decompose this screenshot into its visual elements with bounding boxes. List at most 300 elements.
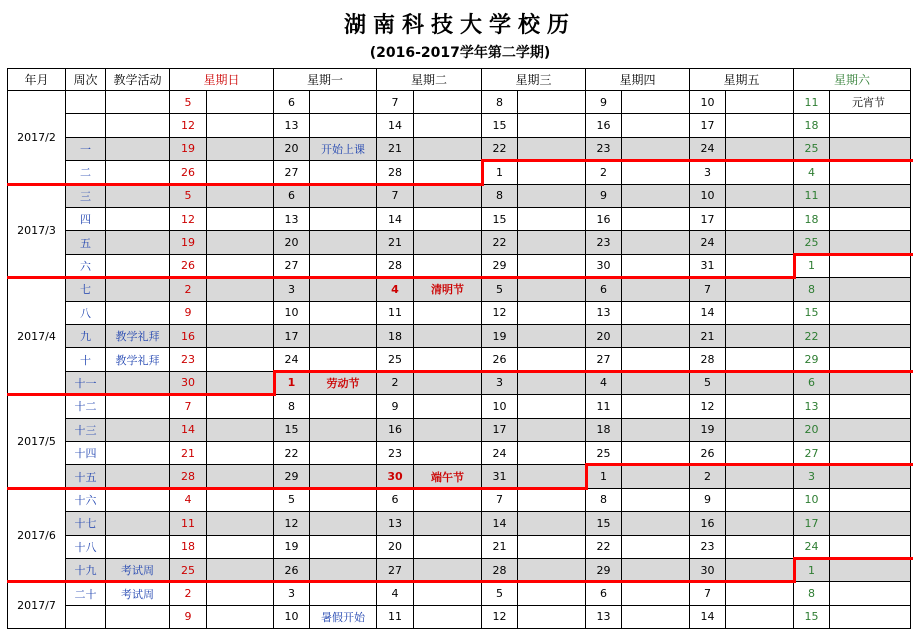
day-note: [830, 325, 911, 348]
week-number: 四: [66, 208, 106, 231]
month-label: 2017/4: [7, 278, 66, 395]
month-divider-line: [585, 463, 913, 466]
week-number: 二十: [66, 582, 106, 605]
activity-cell: [106, 255, 170, 278]
day-note: [310, 419, 377, 442]
day-note: [414, 231, 482, 254]
day-number: 23: [690, 536, 726, 559]
activity-cell: [106, 606, 170, 629]
day-number: 20: [794, 419, 830, 442]
day-note: [207, 606, 274, 629]
activity-cell: [106, 138, 170, 161]
day-note: [414, 559, 482, 582]
month-divider-line: [7, 393, 275, 396]
day-number: 1: [274, 372, 310, 395]
day-note: [622, 91, 690, 114]
day-note: [207, 114, 274, 137]
day-note: [726, 536, 794, 559]
day-number: 4: [586, 372, 622, 395]
day-note: [830, 559, 911, 582]
day-number: 19: [274, 536, 310, 559]
month-label: 2017/3: [7, 185, 66, 279]
day-number: 26: [690, 442, 726, 465]
day-number: 29: [586, 559, 622, 582]
activity-cell: [106, 372, 170, 395]
day-number: 15: [482, 114, 518, 137]
day-number: 21: [377, 231, 414, 254]
week-number: 十二: [66, 395, 106, 418]
month-divider-line: [273, 370, 913, 373]
day-note: [830, 419, 911, 442]
day-number: 14: [170, 419, 207, 442]
day-number: 25: [377, 348, 414, 371]
day-note: [310, 185, 377, 208]
day-number: 2: [690, 465, 726, 488]
day-number: 21: [482, 536, 518, 559]
day-number: 28: [377, 255, 414, 278]
day-note: [518, 395, 586, 418]
day-note: [207, 161, 274, 184]
day-note: [207, 442, 274, 465]
activity-cell: [106, 114, 170, 137]
day-note: 开始上课: [310, 138, 377, 161]
day-note: [622, 536, 690, 559]
day-note: [726, 489, 794, 512]
day-note: [726, 138, 794, 161]
day-note: 端午节: [414, 465, 482, 488]
day-number: 5: [274, 489, 310, 512]
month-label: 2017/5: [7, 395, 66, 489]
day-number: 12: [482, 302, 518, 325]
day-note: [414, 395, 482, 418]
day-number: 13: [274, 208, 310, 231]
day-note: [414, 372, 482, 395]
day-number: 8: [482, 91, 518, 114]
day-note: [830, 161, 911, 184]
day-number: 5: [690, 372, 726, 395]
day-note: [518, 302, 586, 325]
day-note: [726, 512, 794, 535]
month-divider-line: [481, 159, 484, 185]
day-note: [622, 559, 690, 582]
day-note: 暑假开始: [310, 606, 377, 629]
day-number: 10: [274, 302, 310, 325]
week-number: [66, 606, 106, 629]
day-number: 26: [170, 161, 207, 184]
page-subtitle: (2016-2017学年第二学期): [369, 45, 551, 61]
activity-cell: [106, 302, 170, 325]
day-number: 14: [482, 512, 518, 535]
week-number: 八: [66, 302, 106, 325]
day-number: 4: [377, 278, 414, 301]
day-number: 16: [586, 114, 622, 137]
day-number: 26: [170, 255, 207, 278]
activity-cell: [106, 278, 170, 301]
day-number: 7: [690, 582, 726, 605]
day-number: 11: [170, 512, 207, 535]
day-note: [207, 302, 274, 325]
day-note: [207, 465, 274, 488]
day-note: [310, 302, 377, 325]
day-note: [414, 325, 482, 348]
day-number: 5: [170, 91, 207, 114]
day-note: [310, 582, 377, 605]
day-note: [518, 582, 586, 605]
header-saturday: 星期六: [794, 68, 911, 91]
day-number: 2: [170, 582, 207, 605]
day-number: 15: [274, 419, 310, 442]
day-number: 17: [274, 325, 310, 348]
header-sunday: 星期日: [170, 68, 274, 91]
day-number: 1: [482, 161, 518, 184]
activity-cell: [106, 91, 170, 114]
week-number: 七: [66, 278, 106, 301]
day-note: [726, 161, 794, 184]
header-month: 年月: [7, 68, 66, 91]
week-number: 十八: [66, 536, 106, 559]
day-number: 21: [377, 138, 414, 161]
day-note: [830, 185, 911, 208]
day-number: 28: [377, 161, 414, 184]
day-number: 16: [586, 208, 622, 231]
activity-cell: 教学礼拜: [106, 325, 170, 348]
day-number: 5: [482, 278, 518, 301]
day-number: 12: [690, 395, 726, 418]
day-number: 14: [690, 302, 726, 325]
day-number: 31: [482, 465, 518, 488]
day-note: [310, 559, 377, 582]
day-number: 10: [794, 489, 830, 512]
activity-cell: [106, 489, 170, 512]
day-number: 11: [794, 91, 830, 114]
day-note: [622, 465, 690, 488]
day-note: [622, 348, 690, 371]
day-number: 3: [274, 278, 310, 301]
day-note: [830, 372, 911, 395]
day-note: [622, 512, 690, 535]
day-note: [830, 302, 911, 325]
day-number: 22: [482, 138, 518, 161]
day-number: 1: [794, 255, 830, 278]
day-note: [207, 348, 274, 371]
day-note: [518, 278, 586, 301]
day-note: [830, 512, 911, 535]
day-number: 6: [586, 582, 622, 605]
month-divider-line: [7, 183, 483, 186]
day-number: 10: [690, 91, 726, 114]
day-number: 24: [274, 348, 310, 371]
day-note: [830, 489, 911, 512]
day-number: 22: [482, 231, 518, 254]
day-note: [518, 348, 586, 371]
day-note: [310, 255, 377, 278]
day-number: 25: [794, 231, 830, 254]
day-number: 19: [170, 138, 207, 161]
day-number: 18: [377, 325, 414, 348]
week-number: 十五: [66, 465, 106, 488]
week-number: 九: [66, 325, 106, 348]
day-note: [207, 582, 274, 605]
day-note: [830, 536, 911, 559]
day-number: 15: [794, 302, 830, 325]
day-number: 7: [482, 489, 518, 512]
day-note: [310, 348, 377, 371]
day-number: 31: [690, 255, 726, 278]
day-number: 24: [690, 231, 726, 254]
day-note: [310, 536, 377, 559]
day-number: 7: [170, 395, 207, 418]
day-number: 18: [794, 208, 830, 231]
day-number: 2: [586, 161, 622, 184]
activity-cell: 教学礼拜: [106, 348, 170, 371]
day-number: 14: [690, 606, 726, 629]
day-number: 21: [170, 442, 207, 465]
day-number: 9: [170, 606, 207, 629]
activity-cell: [106, 512, 170, 535]
day-note: [622, 442, 690, 465]
month-divider-line: [585, 463, 588, 489]
day-note: [414, 91, 482, 114]
day-note: [207, 278, 274, 301]
day-number: 15: [586, 512, 622, 535]
day-number: 27: [274, 161, 310, 184]
day-note: [622, 114, 690, 137]
week-number: 十一: [66, 372, 106, 395]
day-note: [414, 114, 482, 137]
day-note: [726, 91, 794, 114]
day-number: 12: [170, 208, 207, 231]
day-number: 6: [377, 489, 414, 512]
week-number: 六: [66, 255, 106, 278]
day-number: 13: [586, 606, 622, 629]
day-number: 4: [794, 161, 830, 184]
day-note: [414, 536, 482, 559]
day-number: 27: [586, 348, 622, 371]
day-number: 3: [482, 372, 518, 395]
day-number: 17: [482, 419, 518, 442]
day-number: 11: [794, 185, 830, 208]
day-number: 23: [586, 231, 622, 254]
day-number: 21: [690, 325, 726, 348]
activity-cell: [106, 442, 170, 465]
day-number: 29: [482, 255, 518, 278]
day-note: [726, 465, 794, 488]
day-note: [726, 372, 794, 395]
day-note: [622, 302, 690, 325]
day-number: 24: [482, 442, 518, 465]
day-note: [726, 302, 794, 325]
day-number: 16: [377, 419, 414, 442]
day-note: [726, 208, 794, 231]
day-number: 20: [586, 325, 622, 348]
day-note: [518, 231, 586, 254]
day-number: 15: [794, 606, 830, 629]
day-note: [518, 489, 586, 512]
day-note: [622, 395, 690, 418]
day-note: [622, 255, 690, 278]
day-note: [830, 442, 911, 465]
month-divider-line: [481, 159, 913, 162]
day-number: 9: [586, 185, 622, 208]
day-number: 11: [377, 302, 414, 325]
day-number: 18: [170, 536, 207, 559]
day-note: [518, 419, 586, 442]
day-note: [414, 185, 482, 208]
day-note: [518, 138, 586, 161]
day-number: 9: [690, 489, 726, 512]
day-note: [310, 161, 377, 184]
day-note: [414, 138, 482, 161]
activity-cell: [106, 465, 170, 488]
day-note: [622, 208, 690, 231]
day-number: 6: [586, 278, 622, 301]
week-number: 十四: [66, 442, 106, 465]
day-note: [830, 582, 911, 605]
day-number: 13: [586, 302, 622, 325]
day-number: 16: [170, 325, 207, 348]
day-number: 10: [690, 185, 726, 208]
week-number: [66, 114, 106, 137]
day-note: [830, 395, 911, 418]
day-note: [830, 208, 911, 231]
day-number: 18: [586, 419, 622, 442]
day-note: [518, 442, 586, 465]
week-number: 一: [66, 138, 106, 161]
day-number: 30: [170, 372, 207, 395]
day-number: 29: [794, 348, 830, 371]
day-number: 18: [794, 114, 830, 137]
day-note: [310, 512, 377, 535]
day-note: [414, 208, 482, 231]
day-note: 清明节: [414, 278, 482, 301]
day-number: 11: [586, 395, 622, 418]
day-number: 8: [794, 582, 830, 605]
day-note: [622, 138, 690, 161]
day-note: 劳动节: [310, 372, 377, 395]
day-number: 30: [377, 465, 414, 488]
day-note: [622, 582, 690, 605]
day-number: 4: [170, 489, 207, 512]
month-divider-line: [793, 557, 796, 583]
day-note: [726, 348, 794, 371]
day-number: 2: [170, 278, 207, 301]
day-note: [310, 325, 377, 348]
day-number: 19: [482, 325, 518, 348]
week-number: 十三: [66, 419, 106, 442]
day-number: 13: [274, 114, 310, 137]
day-number: 29: [274, 465, 310, 488]
day-note: [310, 208, 377, 231]
day-note: [414, 255, 482, 278]
day-note: [726, 231, 794, 254]
day-number: 3: [274, 582, 310, 605]
day-number: 1: [586, 465, 622, 488]
header-wednesday: 星期三: [482, 68, 586, 91]
day-number: 6: [794, 372, 830, 395]
day-note: [726, 325, 794, 348]
day-number: 24: [690, 138, 726, 161]
day-note: [207, 395, 274, 418]
activity-cell: [106, 161, 170, 184]
day-note: [518, 536, 586, 559]
header-tuesday: 星期二: [377, 68, 482, 91]
day-note: [310, 278, 377, 301]
day-number: 4: [377, 582, 414, 605]
day-number: 17: [794, 512, 830, 535]
day-number: 8: [586, 489, 622, 512]
day-note: [414, 582, 482, 605]
header-week: 周次: [66, 68, 106, 91]
day-note: [518, 372, 586, 395]
day-number: 27: [274, 255, 310, 278]
day-note: [207, 255, 274, 278]
day-note: [207, 372, 274, 395]
day-number: 25: [794, 138, 830, 161]
day-number: 26: [274, 559, 310, 582]
day-number: 8: [482, 185, 518, 208]
month-label: 2017/7: [7, 582, 66, 629]
day-number: 7: [377, 91, 414, 114]
header-monday: 星期一: [274, 68, 377, 91]
day-note: [622, 185, 690, 208]
day-number: 26: [482, 348, 518, 371]
day-note: [518, 465, 586, 488]
day-note: [518, 185, 586, 208]
day-note: [726, 185, 794, 208]
day-number: 23: [170, 348, 207, 371]
day-note: [622, 489, 690, 512]
day-note: [207, 231, 274, 254]
day-number: 8: [274, 395, 310, 418]
day-note: [207, 536, 274, 559]
day-number: 15: [482, 208, 518, 231]
day-note: [414, 161, 482, 184]
day-number: 24: [794, 536, 830, 559]
day-number: 12: [482, 606, 518, 629]
day-number: 30: [586, 255, 622, 278]
day-number: 20: [377, 536, 414, 559]
day-note: [414, 302, 482, 325]
week-number: [66, 91, 106, 114]
activity-cell: [106, 419, 170, 442]
day-note: [310, 489, 377, 512]
day-note: [622, 278, 690, 301]
activity-cell: 考试周: [106, 582, 170, 605]
month-divider-line: [7, 487, 587, 490]
day-note: [207, 489, 274, 512]
day-note: [207, 138, 274, 161]
day-number: 3: [690, 161, 726, 184]
day-note: [830, 114, 911, 137]
day-note: [518, 91, 586, 114]
week-number: 二: [66, 161, 106, 184]
day-note: [726, 395, 794, 418]
day-number: 13: [377, 512, 414, 535]
day-note: [726, 255, 794, 278]
day-number: 12: [170, 114, 207, 137]
day-note: [830, 138, 911, 161]
day-note: [207, 185, 274, 208]
day-note: [830, 348, 911, 371]
month-divider-line: [7, 580, 795, 583]
activity-cell: [106, 208, 170, 231]
day-number: 6: [274, 185, 310, 208]
day-note: [207, 208, 274, 231]
day-number: 10: [274, 606, 310, 629]
week-number: 十: [66, 348, 106, 371]
day-number: 13: [794, 395, 830, 418]
day-note: [310, 91, 377, 114]
